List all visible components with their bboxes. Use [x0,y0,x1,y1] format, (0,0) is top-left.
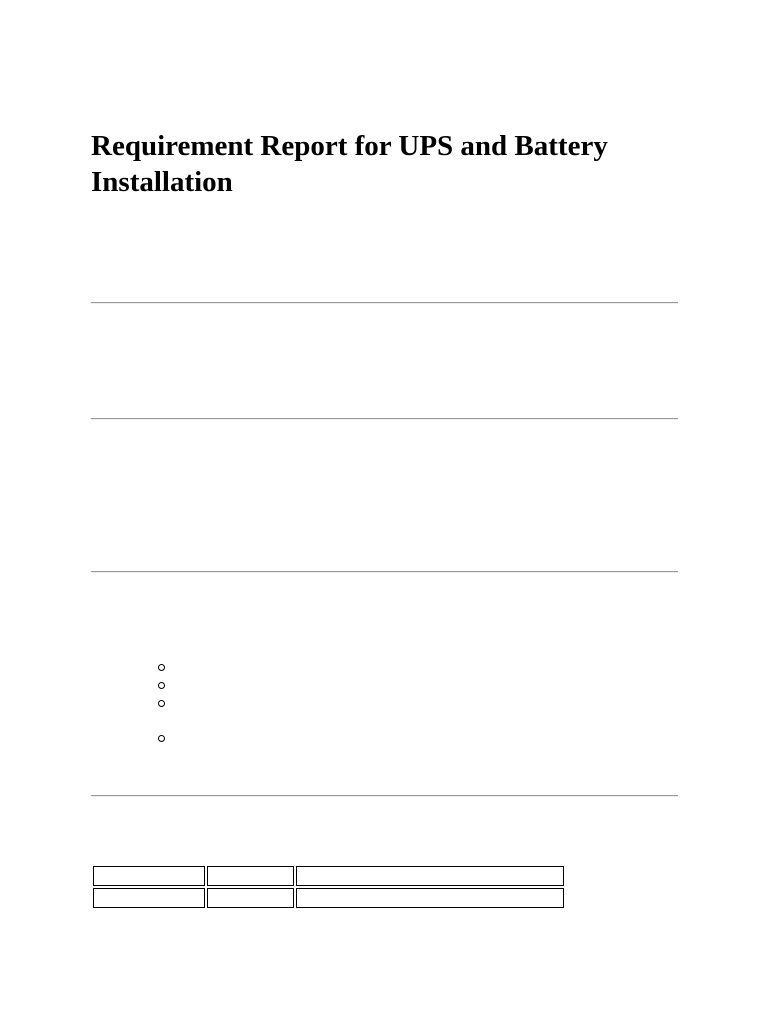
list-item-bullet [158,700,165,707]
section-divider-1 [91,302,678,304]
section-divider-2 [91,418,678,420]
section-divider-3 [91,571,678,573]
list-item-bullet [158,735,165,742]
table-cell [296,866,564,886]
table-cell [296,888,564,908]
list-item-bullet [158,664,165,671]
table-cell [93,888,205,908]
table-cell [207,866,294,886]
table-cell [207,888,294,908]
section-divider-4 [91,795,678,797]
table-row [93,888,564,908]
document-title: Requirement Report for UPS and Battery Installation [91,130,608,198]
list-item-bullet [158,682,165,689]
empty-table [91,864,566,910]
table-row [93,866,564,886]
table-cell [93,866,205,886]
